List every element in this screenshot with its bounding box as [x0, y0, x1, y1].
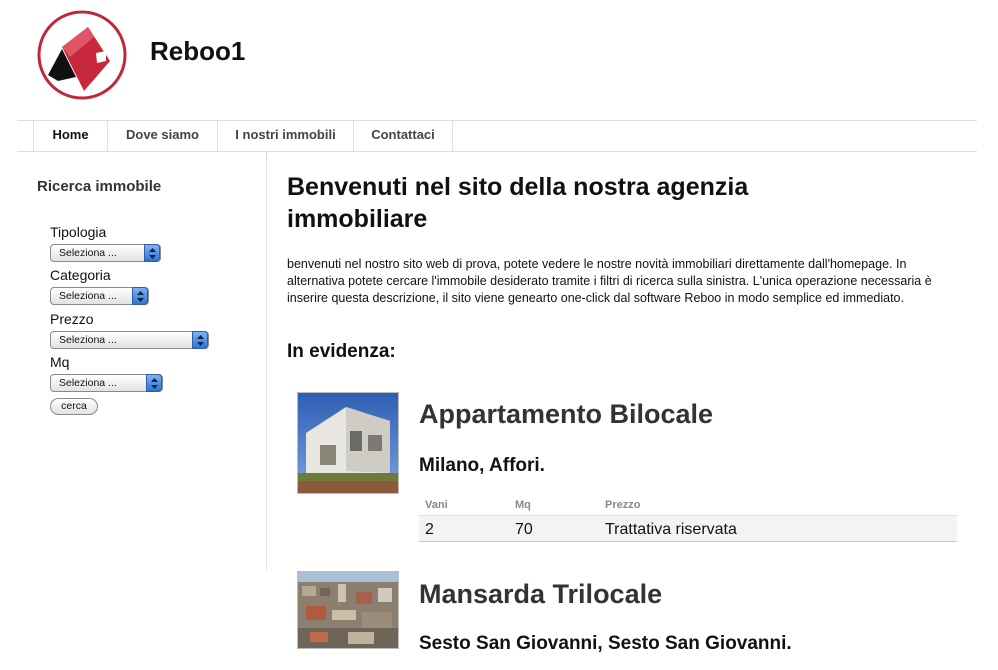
featured-heading: In evidenza: — [287, 341, 396, 362]
spec-header-prezzo: Prezzo — [605, 499, 641, 511]
prezzo-select-value: Seleziona ... — [59, 334, 117, 346]
tipologia-select[interactable] — [50, 244, 161, 262]
mq-select-value: Seleziona ... — [59, 377, 117, 389]
listing-thumbnail[interactable] — [297, 392, 399, 494]
filter-label-prezzo: Prezzo — [50, 311, 94, 327]
site-header — [0, 0, 998, 120]
nav-dove-siamo[interactable]: Dove siamo — [107, 121, 217, 151]
listing-thumbnail[interactable] — [297, 571, 399, 649]
spec-header-vani: Vani — [425, 499, 448, 511]
listing-specs-table — [419, 495, 957, 543]
categoria-select[interactable] — [50, 287, 149, 305]
listing-title[interactable]: Appartamento Bilocale — [419, 399, 714, 429]
nav-contattaci[interactable]: Contattaci — [353, 121, 453, 151]
select-arrows-icon — [144, 244, 160, 262]
select-arrows-icon — [146, 374, 162, 392]
filter-label-categoria: Categoria — [50, 267, 111, 283]
categoria-select-value: Seleziona ... — [59, 290, 117, 302]
filter-label-tipologia: Tipologia — [50, 224, 107, 240]
nav-nostri-immobili[interactable]: I nostri immobili — [217, 121, 353, 151]
spec-value-mq: 70 — [515, 521, 533, 538]
listing-title[interactable]: Mansarda Trilocale — [419, 579, 663, 609]
main-navigation — [17, 120, 977, 152]
listing-location: Sesto San Giovanni, Sesto San Giovanni. — [419, 633, 792, 654]
search-button[interactable]: cerca — [50, 398, 98, 415]
building-photo — [298, 393, 399, 494]
intro-text: benvenuti nel nostro sito web di prova, potete vedere le nostre novità immobiliari direttamente dall'homepage. In alternativa potete cercare l'immobile desiderato tramite i filtri di ricerca sulla sinistra. L'unica operazione necessaria è inserire questa descrizione, il sito viene genearto one-click dal software Reboo in modo semplice ed immediato. — [287, 257, 932, 305]
select-arrows-icon — [192, 331, 208, 349]
search-sidebar — [17, 152, 267, 570]
main-content — [287, 152, 977, 670]
prezzo-select[interactable] — [50, 331, 209, 349]
filter-label-mq: Mq — [50, 354, 70, 370]
sidebar-title: Ricerca immobile — [37, 178, 162, 195]
mq-select[interactable] — [50, 374, 163, 392]
spec-row — [419, 515, 957, 542]
spec-value-prezzo: Trattativa riservata — [605, 521, 737, 538]
site-title[interactable]: Reboo1 — [150, 36, 246, 66]
house-roof-icon — [36, 9, 128, 101]
site-logo[interactable] — [36, 9, 128, 101]
spec-value-vani: 2 — [425, 521, 434, 538]
city-aerial-photo — [298, 572, 399, 649]
select-arrows-icon — [132, 287, 148, 305]
page-title: Benvenuti nel sito della nostra agenzia immobiliare — [287, 173, 749, 233]
tipologia-select-value: Seleziona ... — [59, 247, 117, 259]
spec-header-mq: Mq — [515, 499, 531, 511]
listing-location: Milano, Affori. — [419, 455, 545, 476]
nav-home[interactable]: Home — [33, 121, 107, 151]
